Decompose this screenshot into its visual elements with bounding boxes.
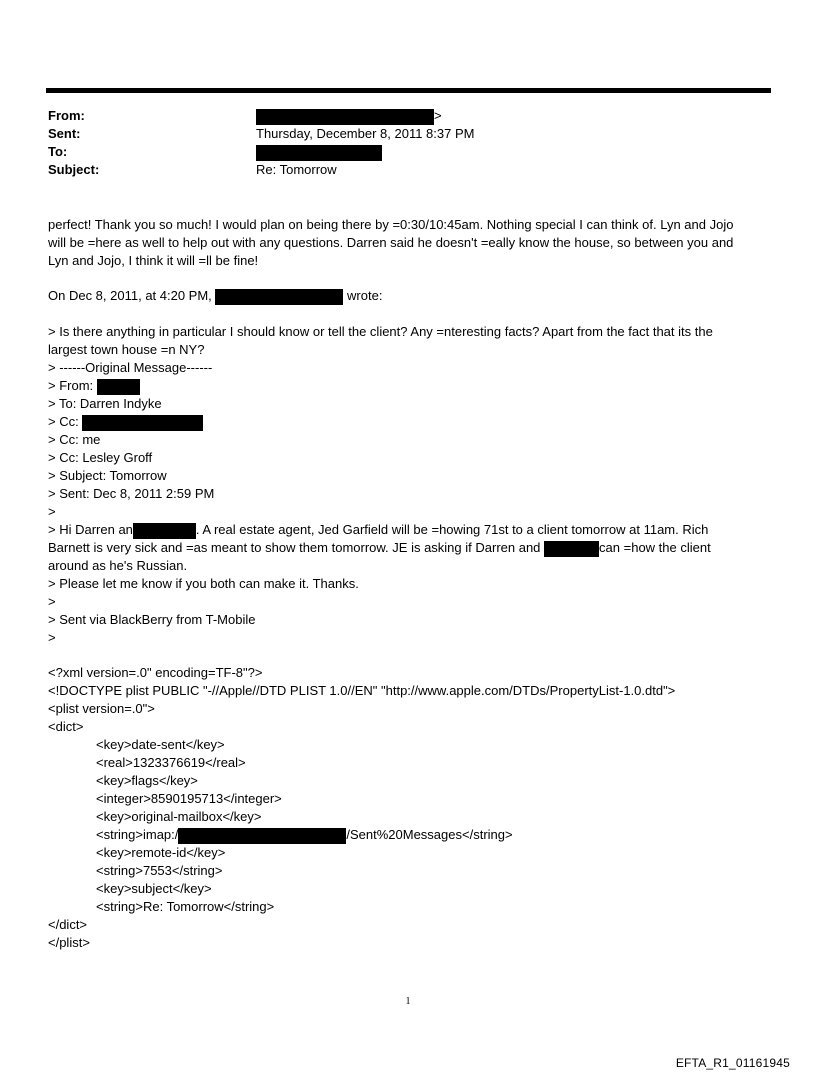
redaction-block [82,415,203,431]
quote-from-label: > From: [48,378,94,393]
bates-number: EFTA_R1_01161945 [675,1056,790,1070]
redaction-block [133,523,196,539]
xml-line: <key>remote-id</key> [96,845,226,860]
sent-value: Thursday, December 8, 2011 8:37 PM [256,126,475,141]
redaction-block [215,289,343,305]
body-line: Lyn and Jojo, I think it will =ll be fine! [48,253,259,268]
xml-line: </dict> [48,917,88,932]
xml-line: <key>flags</key> [96,773,198,788]
xml-line: <string>imap:/ /Sent%20Messages</string> [96,827,513,842]
from-value [256,107,442,125]
subject-value: Re: Tomorrow [256,162,337,177]
to-value [256,143,382,161]
redaction-block [97,379,140,395]
quote-line: > [48,504,56,519]
from-suffix: > [434,108,442,123]
quote-line: > Hi Darren an . A real estate agent, Jed Garfield will be =howing 71st to a client tomorrow at 11am. Rich [48,522,709,537]
redaction-block [178,828,346,844]
quote-line: > Cc: me [48,432,101,447]
sent-label: Sent: [48,126,81,141]
header-rule [46,88,771,93]
xml-line: <key>original-mailbox</key> [96,809,262,824]
quote-line: around as he's Russian. [48,558,188,573]
quote-line: Barnett is very sick and =as meant to show them tomorrow. JE is asking if Darren and can =how the client [48,540,711,555]
quote-line: > To: Darren Indyke [48,396,162,411]
xml-line: <integer>8590195713</integer> [96,791,282,806]
xml-line: <key>subject</key> [96,881,212,896]
quote-line: > Subject: Tomorrow [48,468,167,483]
body-line: perfect! Thank you so much! I would plan on being there by =0:30/10:45am. Nothing special I can think of. Lyn and Jojo [48,217,734,232]
quote-line: > [48,594,56,609]
from-label: From: [48,108,85,123]
quote-line: > Sent: Dec 8, 2011 2:59 PM [48,486,215,501]
redaction-block [256,109,434,125]
xml-line: <string>Re: Tomorrow</string> [96,899,275,914]
subject-label: Subject: [48,162,100,177]
quote-line: > Is there anything in particular I should know or tell the client? Any =nteresting facts? Apart from the fact that its the [48,324,713,339]
body-line: will be =here as well to help out with any questions. Darren said he doesn't =eally know the house, so between you and [48,235,734,250]
xml-line: <key>date-sent</key> [96,737,225,752]
quote-line: > Please let me know if you both can make it. Thanks. [48,576,359,591]
quote-line: > [48,630,56,645]
redaction-block [256,145,382,161]
quote-line: largest town house =n NY? [48,342,205,357]
xml-line: <dict> [48,719,84,734]
message-body [48,216,763,270]
xml-line: <!DOCTYPE plist PUBLIC "-//Apple//DTD PLIST 1.0//EN" "http://www.apple.com/DTDs/PropertyList-1.0.dtd"> [48,683,676,698]
redaction-block [544,541,599,557]
page-number: 1 [405,996,411,1007]
attribution-prefix: On Dec 8, 2011, at 4:20 PM, [48,288,212,303]
attribution-suffix: wrote: [347,288,383,303]
xml-line: <?xml version=.0" encoding=TF-8"?> [48,665,263,680]
quote-line [48,413,763,431]
quote-line: > Sent via BlackBerry from T-Mobile [48,612,256,627]
to-label: To: [48,144,68,159]
xml-line: <plist version=.0"> [48,701,155,716]
xml-line: <real>1323376619</real> [96,755,246,770]
reply-attribution [48,287,763,305]
quote-line: > ------Original Message------ [48,360,213,375]
xml-line: </plist> [48,935,90,950]
plist-block [48,664,763,952]
quote-line: > Cc: Lesley Groff [48,450,153,465]
xml-line: <string>7553</string> [96,863,223,878]
quoted-message [48,323,763,647]
quote-line [48,377,763,395]
quote-cc-label: > Cc: [48,414,79,429]
